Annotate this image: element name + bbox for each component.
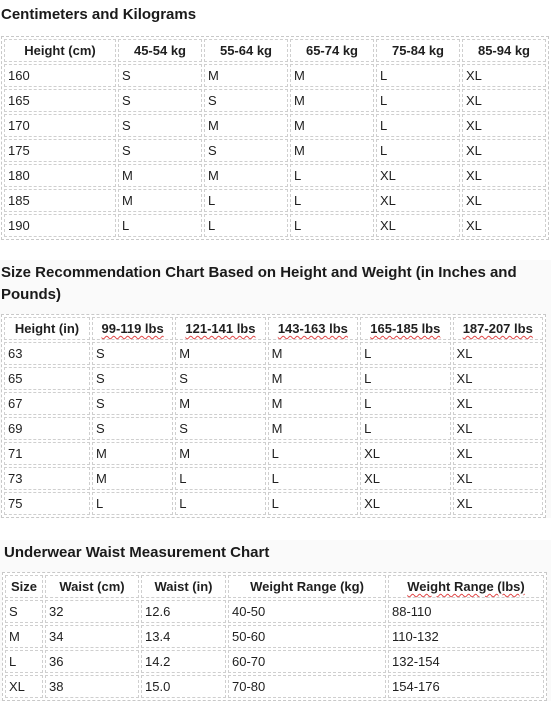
table-cell: 88-110 [388,600,544,623]
table-cell: 67 [4,392,90,415]
column-header: 165-185 lbs [360,317,450,340]
table-cell: 160 [4,64,116,87]
table-row [4,64,546,87]
table-cell: 14.2 [141,650,226,673]
table-cell: XL [376,164,460,187]
table-cell: S [92,417,173,440]
table-cell: S [92,342,173,365]
table-cell: S [92,367,173,390]
table-cell: 32 [45,600,139,623]
table-cell: M [268,367,358,390]
table-cell: L [175,492,265,515]
table-cell: S [118,114,202,137]
metric-size-section [0,0,551,240]
table-cell: L [376,139,460,162]
table-cell: M [5,625,43,648]
table-cell: XL [453,367,543,390]
table-cell: M [118,189,202,212]
table-cell: 75 [4,492,90,515]
table-cell: 50-60 [228,625,386,648]
table-cell: M [204,64,288,87]
table-cell: M [290,89,374,112]
table-cell: XL [462,164,546,187]
column-header: 121-141 lbs [175,317,265,340]
table-cell: S [118,89,202,112]
table-cell: L [5,650,43,673]
table-cell: 185 [4,189,116,212]
table-cell: L [360,367,450,390]
table-cell: L [268,492,358,515]
table-cell: S [118,64,202,87]
table-row [5,675,544,698]
column-header: 55-64 kg [204,39,288,62]
table-cell: M [118,164,202,187]
table-row [4,214,546,237]
table-row [4,367,543,390]
table-cell: M [290,64,374,87]
table-cell: XL [360,442,450,465]
table-cell: 110-132 [388,625,544,648]
table-cell: 165 [4,89,116,112]
table-row [4,114,546,137]
waist-chart-title: Underwear Waist Measurement Chart [4,544,270,561]
table-cell: XL [462,189,546,212]
imperial-chart-title: Size Recommendation Chart Based on Height and Weight (in Inches and Pounds) [1,264,517,303]
table-row [4,342,543,365]
table-row [4,392,543,415]
table-cell: 13.4 [141,625,226,648]
waist-measurement-section [0,540,551,701]
column-header: Waist (cm) [45,575,139,598]
table-cell: XL [462,214,546,237]
table-cell: 63 [4,342,90,365]
table-cell: XL [453,442,543,465]
imperial-size-section [0,260,551,518]
table-cell: 180 [4,164,116,187]
table-cell: M [268,392,358,415]
table-cell: 12.6 [141,600,226,623]
table-cell: S [175,367,265,390]
table-cell: L [118,214,202,237]
table-cell: L [360,342,450,365]
table-cell: XL [462,64,546,87]
table-cell: M [204,164,288,187]
table-cell: M [268,417,358,440]
table-row [4,492,543,515]
column-header: Waist (in) [141,575,226,598]
table-cell: S [204,139,288,162]
table-cell: 70-80 [228,675,386,698]
table-cell: 65 [4,367,90,390]
table-cell: M [175,392,265,415]
column-header: Weight Range (lbs) [388,575,544,598]
table-cell: L [376,114,460,137]
table-cell: L [204,189,288,212]
table-cell: 60-70 [228,650,386,673]
table-cell: S [204,89,288,112]
table-cell: XL [462,89,546,112]
column-header: 75-84 kg [376,39,460,62]
table-cell: 69 [4,417,90,440]
table-cell: L [360,417,450,440]
table-cell: S [92,392,173,415]
column-header: 85-94 kg [462,39,546,62]
table-cell: XL [453,392,543,415]
table-cell: XL [453,467,543,490]
table-cell: XL [376,189,460,212]
table-cell: 40-50 [228,600,386,623]
table-cell: S [175,417,265,440]
table-row [5,600,544,623]
column-header: 65-74 kg [290,39,374,62]
table-cell: XL [462,114,546,137]
table-cell: 36 [45,650,139,673]
table-cell: 71 [4,442,90,465]
table-cell: M [175,442,265,465]
table-row [4,442,543,465]
table-cell: M [175,342,265,365]
table-cell: 175 [4,139,116,162]
table-cell: M [204,114,288,137]
table-cell: XL [453,417,543,440]
table-cell: L [290,164,374,187]
table-cell: XL [462,139,546,162]
table-cell: L [268,442,358,465]
metric-size-table [1,36,549,240]
imperial-size-table [1,314,546,518]
column-header: 99-119 lbs [92,317,173,340]
table-cell: 154-176 [388,675,544,698]
table-cell: L [360,392,450,415]
table-row [4,89,546,112]
table-cell: L [290,189,374,212]
table-cell: M [290,139,374,162]
table-cell: L [290,214,374,237]
table-cell: S [5,600,43,623]
table-cell: S [118,139,202,162]
table-cell: XL [360,467,450,490]
table-row [5,650,544,673]
table-row [4,189,546,212]
table-cell: XL [453,342,543,365]
column-header: Weight Range (kg) [228,575,386,598]
metric-chart-title: Centimeters and Kilograms [1,6,197,23]
table-cell: XL [453,492,543,515]
table-row [4,139,546,162]
column-header: 45-54 kg [118,39,202,62]
table-cell: XL [376,214,460,237]
column-header: Size [5,575,43,598]
table-cell: 73 [4,467,90,490]
waist-measurement-table [2,572,547,701]
table-cell: M [290,114,374,137]
table-cell: L [268,467,358,490]
table-header-row [4,39,546,62]
table-cell: L [376,64,460,87]
table-cell: L [92,492,173,515]
table-cell: 132-154 [388,650,544,673]
table-cell: XL [360,492,450,515]
table-cell: M [92,467,173,490]
table-cell: L [376,89,460,112]
table-cell: L [204,214,288,237]
table-cell: M [268,342,358,365]
table-cell: 34 [45,625,139,648]
table-cell: 190 [4,214,116,237]
table-header-row [5,575,544,598]
table-cell: M [92,442,173,465]
table-cell: XL [5,675,43,698]
table-row [4,164,546,187]
table-header-row [4,317,543,340]
table-row [4,467,543,490]
column-header: Height (cm) [4,39,116,62]
table-cell: 15.0 [141,675,226,698]
column-header: Height (in) [4,317,90,340]
table-cell: 170 [4,114,116,137]
table-cell: 38 [45,675,139,698]
column-header: 187-207 lbs [453,317,543,340]
table-row [5,625,544,648]
column-header: 143-163 lbs [268,317,358,340]
table-cell: L [175,467,265,490]
table-row [4,417,543,440]
